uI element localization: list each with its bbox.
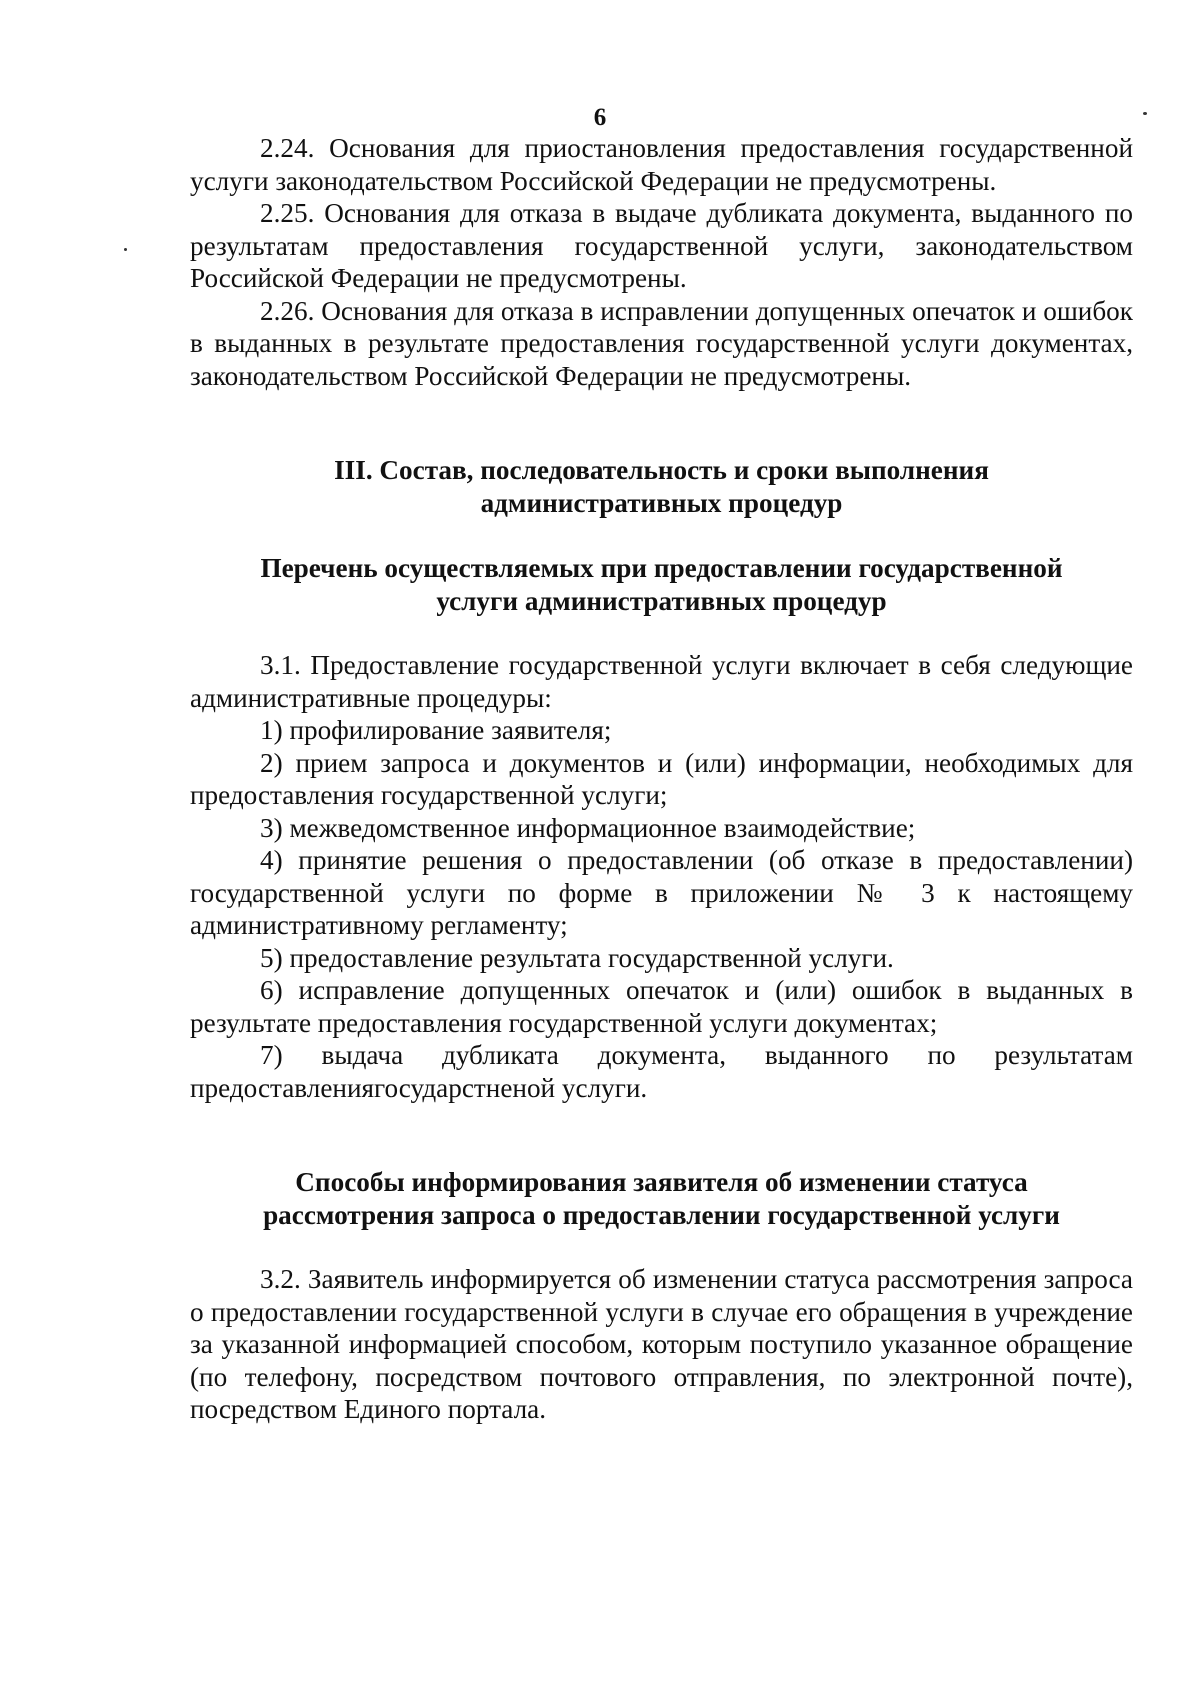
list-item: 1) профилирование заявителя; bbox=[260, 715, 612, 745]
list-item: 6) исправление допущенных опечаток и (или) ошибок в выданных в результате предоставления государственной услуги документах; bbox=[190, 975, 1133, 1038]
list-item: 2) прием запроса и документов и (или) информации, необходимых для предоставления государственной услуги; bbox=[190, 747, 1133, 810]
paragraph-3-1-intro: 3.1. Предоставление государственной услуги включает в себя следующие административные процедуры: bbox=[190, 650, 1133, 713]
subsection-heading-procedures bbox=[190, 552, 1133, 617]
section-heading-line: III. Состав, последовательность и сроки выполнения bbox=[334, 455, 989, 485]
list-item: 3) межведомственное информационное взаимодействие; bbox=[260, 812, 916, 843]
section-heading-line: административных процедур bbox=[480, 487, 843, 518]
scan-speck bbox=[1143, 112, 1147, 115]
list-item: 5) предоставление результата государственной услуги. bbox=[260, 942, 894, 973]
spacer bbox=[190, 392, 1133, 454]
subsection-heading-line: Способы информирования заявителя об изменении статуса bbox=[295, 1167, 1028, 1197]
list-item: 7) выдача дубликата документа, выданного по результатам предоставлениягосударстненой услуги. bbox=[190, 1040, 1133, 1103]
subsection-heading-line: услуги административных процедур bbox=[436, 585, 887, 616]
paragraph-2-24: 2.24. Основания для приостановления предоставления государственной услуги законодательством Российской Федерации не предусмотрены. bbox=[190, 133, 1133, 196]
paragraph-3-2: 3.2. Заявитель информируется об изменении статуса рассмотрения запроса о предоставлении государственной услуги в случае его обращения в учреждение за указанной информацией способом, которым поступило указанное обращение (по телефону, посредством почтового отправления, по электронной почте), посредством Единого портала. bbox=[190, 1264, 1133, 1424]
page-number: 6 bbox=[593, 104, 607, 131]
subsection-heading-line: Перечень осуществляемых при предоставлении государственной bbox=[260, 553, 1063, 583]
document-body bbox=[190, 132, 1133, 1426]
subsection-heading-informing bbox=[190, 1166, 1133, 1231]
spacer bbox=[190, 617, 1133, 649]
spacer bbox=[190, 519, 1133, 552]
paragraph-2-25: 2.25. Основания для отказа в выдаче дубликата документа, выданного по результатам предоставления государственной услуги, законодательством Российской Федерации не предусмотрены. bbox=[190, 198, 1133, 293]
paragraph-2-26: 2.26. Основания для отказа в исправлении допущенных опечаток и ошибок в выданных в результате предоставления государственной услуги документах, законодательством Российской Федерации не предусмотрены. bbox=[190, 295, 1133, 391]
spacer bbox=[190, 1104, 1133, 1166]
section-heading bbox=[190, 454, 1133, 519]
subsection-heading-line: рассмотрения запроса о предоставлении государственной услуги bbox=[263, 1199, 1060, 1230]
spacer bbox=[190, 1231, 1133, 1263]
list-item: 4) принятие решения о предоставлении (об отказе в предоставлении) государственной услуги по форме в приложении № 3 к настоящему административному регламенту; bbox=[190, 845, 1133, 940]
scan-speck bbox=[124, 248, 127, 251]
